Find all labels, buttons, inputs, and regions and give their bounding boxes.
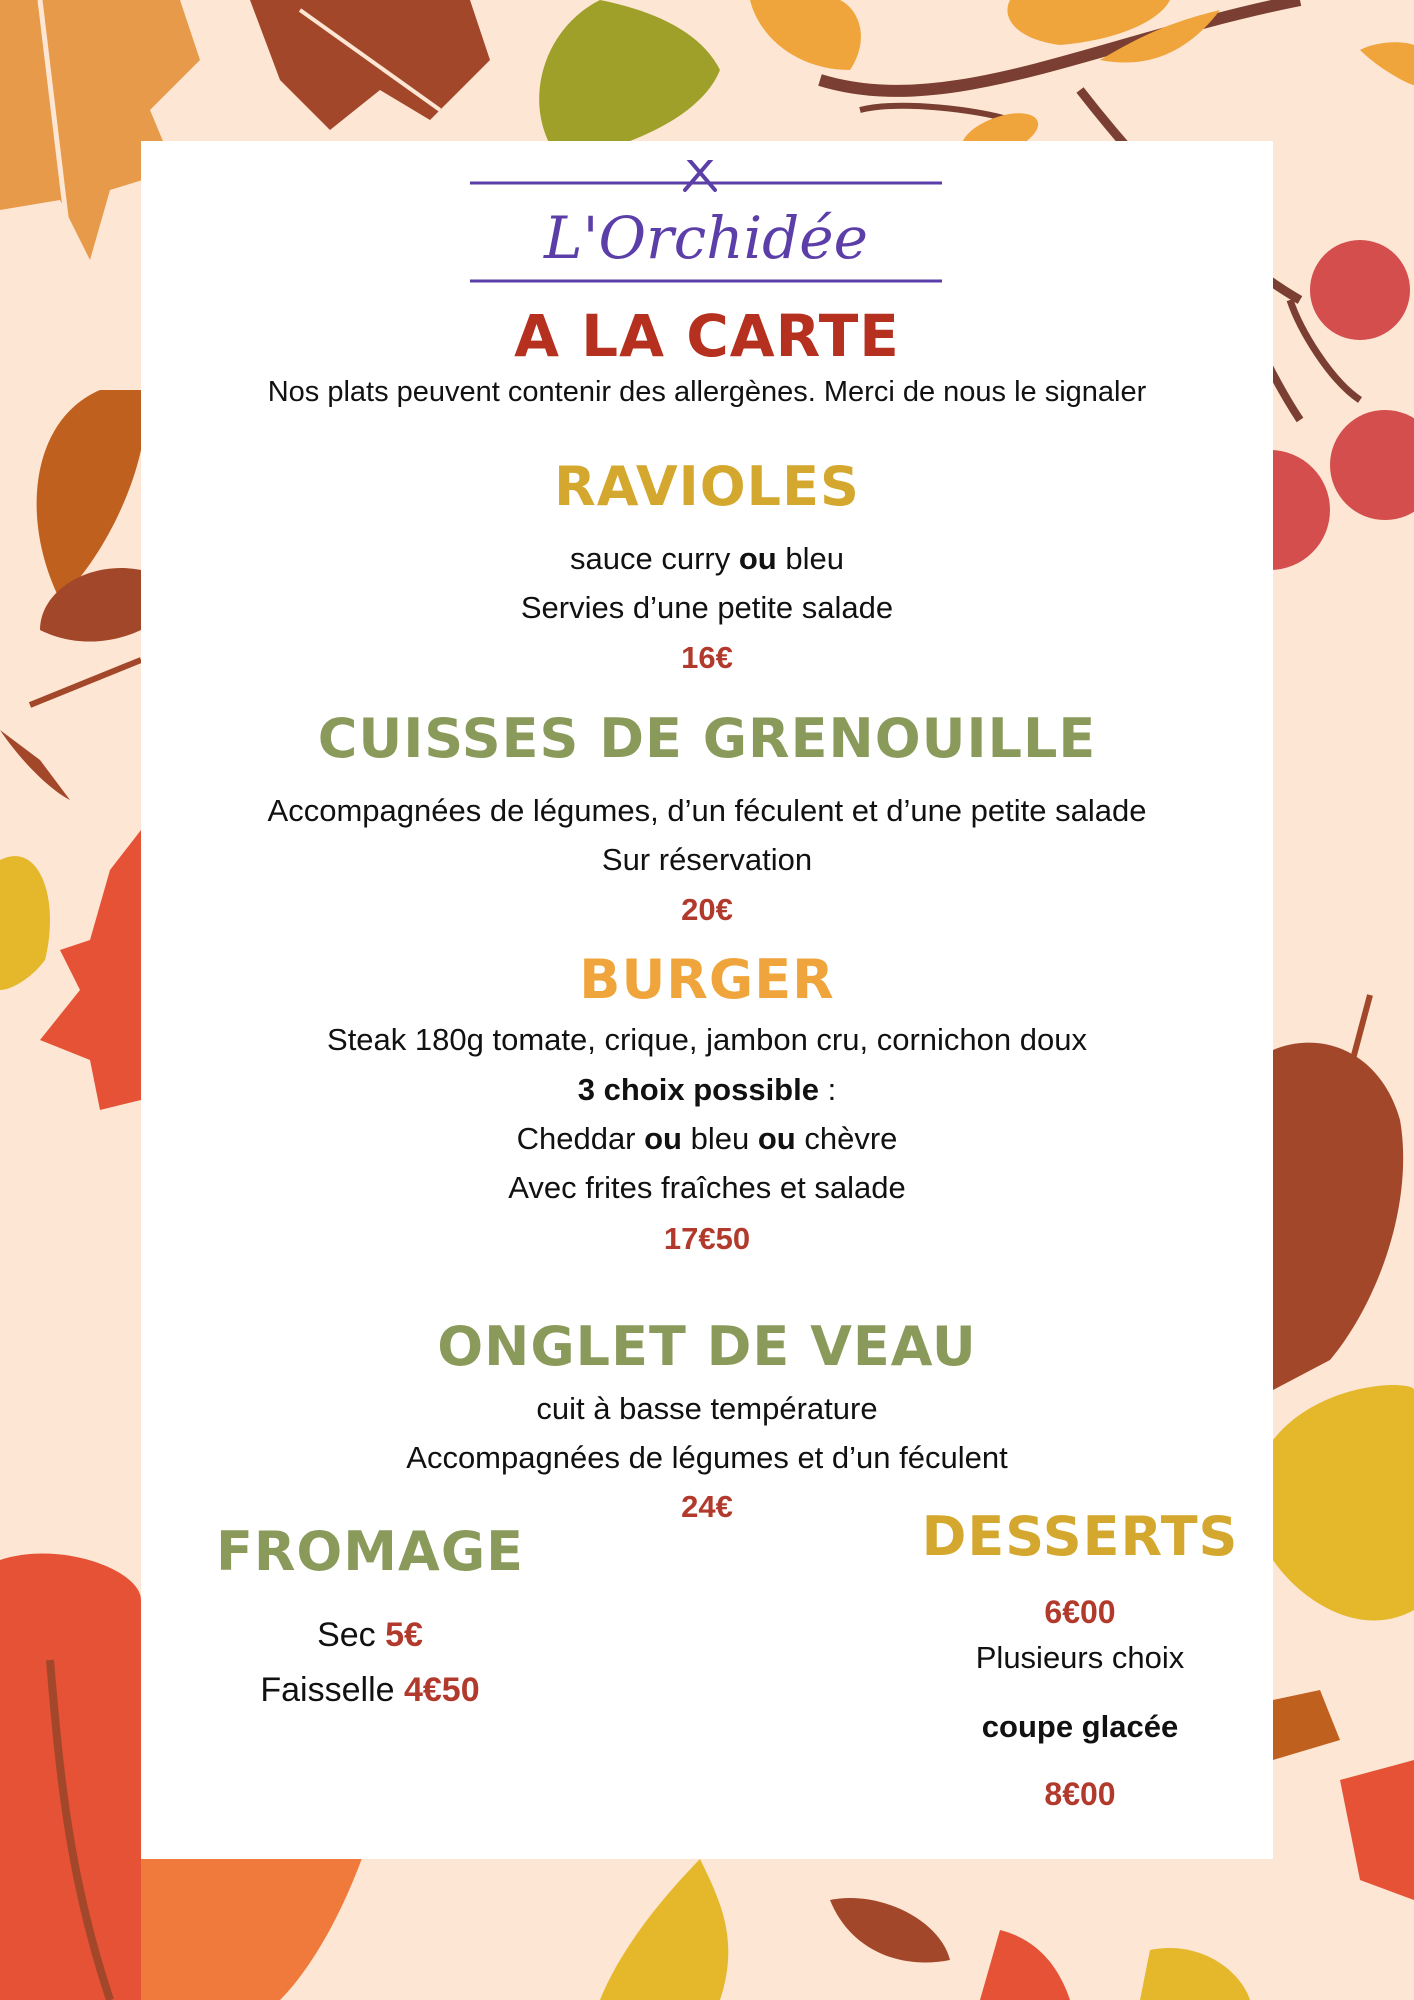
burger-line2 — [141, 1072, 1273, 1108]
ravioles-line1 — [141, 541, 1273, 577]
text-span-bold: ou — [757, 1121, 796, 1156]
desserts-line1: Plusieurs choix — [975, 1640, 1185, 1675]
text-span-bold: 3 choix possible — [577, 1072, 819, 1107]
section-title-onglet: ONGLET DE VEAU — [437, 1315, 977, 1378]
text-span: : — [818, 1072, 837, 1107]
fromage-item-faisselle — [160, 1671, 580, 1710]
leaf-icon — [980, 1930, 1070, 2000]
section-title-grenouille: CUISSES DE GRENOUILLE — [317, 707, 1097, 770]
leaf-icon — [600, 1859, 728, 2000]
onglet-line1: cuit à basse température — [536, 1391, 878, 1426]
leaf-icon — [1273, 1690, 1340, 1760]
text-span: bleu — [776, 541, 844, 576]
leaf-icon — [0, 730, 70, 800]
burger-line4: Avec frites fraîches et salade — [508, 1170, 906, 1205]
logo-name: L'Orchidée — [544, 204, 868, 272]
leaf-icon — [1273, 1385, 1414, 1620]
allergen-notice: Nos plats peuvent contenir des allergènes. Merci de nous le signaler — [267, 376, 1147, 408]
text-span: chèvre — [795, 1121, 898, 1156]
text-span: bleu — [682, 1121, 758, 1156]
leaf-icon — [40, 830, 141, 1110]
section-title-desserts: DESSERTS — [921, 1505, 1239, 1568]
text-span-bold: ou — [644, 1121, 682, 1156]
grenouille-line1: Accompagnées de légumes, d’un féculent et d’une petite salade — [267, 793, 1147, 828]
desserts-price-2: 8€00 — [1044, 1776, 1116, 1812]
grenouille-line2: Sur réservation — [601, 842, 813, 877]
burger-line1: Steak 180g tomate, crique, jambon cru, cornichon doux — [327, 1022, 1087, 1057]
leaf-icon — [750, 0, 861, 70]
grenouille-price: 20€ — [681, 892, 733, 927]
section-title-fromage: FROMAGE — [215, 1520, 525, 1583]
ravioles-price: 16€ — [681, 640, 733, 675]
section-title-burger: BURGER — [579, 948, 835, 1011]
leaf-icon — [539, 0, 720, 160]
burger-price: 17€50 — [663, 1221, 751, 1256]
ravioles-line2: Servies d’une petite salade — [520, 590, 894, 625]
leaf-icon — [1140, 1948, 1250, 2000]
leaf-icon — [830, 1898, 950, 1962]
restaurant-logo — [0, 160, 1414, 300]
price-span: 4€50 — [403, 1671, 480, 1709]
page-title: A LA CARTE — [514, 302, 900, 370]
desserts-line2: coupe glacée — [981, 1709, 1179, 1744]
fromage-item-sec — [160, 1616, 580, 1655]
text-span: sauce curry — [570, 541, 739, 576]
price-span: 5€ — [385, 1616, 423, 1654]
section-title-ravioles: RAVIOLES — [554, 455, 860, 518]
desserts-price-1: 6€00 — [1044, 1594, 1116, 1630]
text-span: Cheddar — [516, 1121, 645, 1156]
leaf-icon — [30, 568, 141, 705]
leaf-icon — [0, 856, 50, 990]
leaf-icon — [1360, 42, 1414, 85]
leaf-icon — [250, 0, 490, 130]
leaf-icon — [1340, 1760, 1414, 1900]
text-span: Sec — [317, 1616, 386, 1654]
onglet-line2: Accompagnées de légumes et d’un féculent — [406, 1440, 1008, 1475]
text-span: Faisselle — [260, 1671, 404, 1709]
text-span-bold: ou — [738, 541, 777, 576]
leaf-icon — [1273, 995, 1403, 1390]
onglet-price: 24€ — [681, 1489, 733, 1524]
burger-line3 — [141, 1121, 1273, 1157]
